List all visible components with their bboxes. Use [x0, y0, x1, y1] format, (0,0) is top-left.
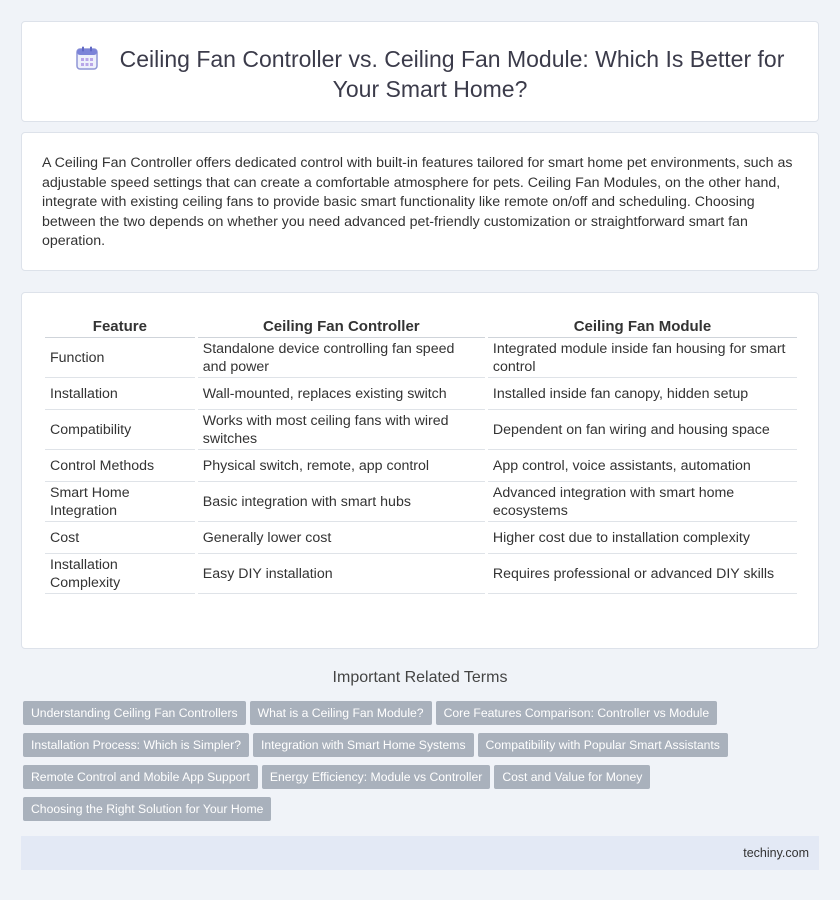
related-tag[interactable]: Remote Control and Mobile App Support	[23, 765, 258, 789]
feature-cell: Installation	[45, 378, 195, 410]
comparison-table	[42, 315, 800, 594]
table-row	[45, 554, 797, 594]
related-tag[interactable]: Understanding Ceiling Fan Controllers	[23, 701, 246, 725]
module-cell: Installed inside fan canopy, hidden setup	[488, 378, 797, 410]
header-module: Ceiling Fan Module	[488, 315, 797, 338]
feature-cell: Control Methods	[45, 450, 195, 482]
related-terms-title: Important Related Terms	[332, 669, 508, 686]
controller-cell: Physical switch, remote, app control	[198, 450, 485, 482]
module-cell: Requires professional or advanced DIY skills	[488, 554, 797, 594]
table-row	[45, 378, 797, 410]
footer	[21, 836, 819, 870]
feature-cell: Cost	[45, 522, 195, 554]
feature-cell: Smart Home Integration	[45, 482, 195, 522]
related-tag[interactable]: Installation Process: Which is Simpler?	[23, 733, 249, 757]
comparison-card	[21, 292, 819, 649]
feature-cell: Compatibility	[45, 410, 195, 450]
table-row	[45, 482, 797, 522]
footer-site[interactable]: techiny.com	[743, 846, 809, 860]
intro-paragraph: A Ceiling Fan Controller offers dedicated control with built-in features tailored for smart home pet environments, such as adjustable speed settings that can create a comfortable atmosphere for pets. Ceiling Fan Modules, on the other hand, integrate with existing ceiling fans to provide basic smart functionality like remote on/off and scheduling. Choosing between the two depends on whether you need advanced pet-friendly customization or straightforward smart fan operation.	[42, 155, 793, 250]
related-tag[interactable]: What is a Ceiling Fan Module?	[250, 701, 432, 725]
related-tag[interactable]: Choosing the Right Solution for Your Home	[23, 797, 271, 821]
calendar-icon	[76, 46, 98, 70]
header-feature: Feature	[45, 315, 195, 338]
related-tag[interactable]: Energy Efficiency: Module vs Controller	[262, 765, 490, 789]
feature-cell: Function	[45, 338, 195, 378]
related-tag[interactable]: Compatibility with Popular Smart Assistants	[478, 733, 728, 757]
page-title: Ceiling Fan Controller vs. Ceiling Fan Module: Which Is Better for Your Smart Home?	[119, 46, 785, 102]
module-cell: Integrated module inside fan housing for smart control	[488, 338, 797, 378]
related-tag[interactable]: Integration with Smart Home Systems	[253, 733, 474, 757]
controller-cell: Works with most ceiling fans with wired switches	[198, 410, 485, 450]
title-card	[21, 21, 819, 122]
module-cell: Higher cost due to installation complexity	[488, 522, 797, 554]
module-cell: App control, voice assistants, automation	[488, 450, 797, 482]
table-row	[45, 522, 797, 554]
controller-cell: Basic integration with smart hubs	[198, 482, 485, 522]
table-header-row	[45, 315, 797, 338]
table-row	[45, 338, 797, 378]
related-tags	[23, 701, 813, 829]
controller-cell: Generally lower cost	[198, 522, 485, 554]
module-cell: Advanced integration with smart home ecosystems	[488, 482, 797, 522]
module-cell: Dependent on fan wiring and housing space	[488, 410, 797, 450]
controller-cell: Easy DIY installation	[198, 554, 485, 594]
table-row	[45, 450, 797, 482]
controller-cell: Standalone device controlling fan speed and power	[198, 338, 485, 378]
intro-card	[21, 132, 819, 271]
related-tag[interactable]: Cost and Value for Money	[494, 765, 650, 789]
header-controller: Ceiling Fan Controller	[198, 315, 485, 338]
feature-cell: Installation Complexity	[45, 554, 195, 594]
controller-cell: Wall-mounted, replaces existing switch	[198, 378, 485, 410]
page-title-row	[62, 44, 798, 104]
related-tag[interactable]: Core Features Comparison: Controller vs Module	[436, 701, 718, 725]
table-row	[45, 410, 797, 450]
